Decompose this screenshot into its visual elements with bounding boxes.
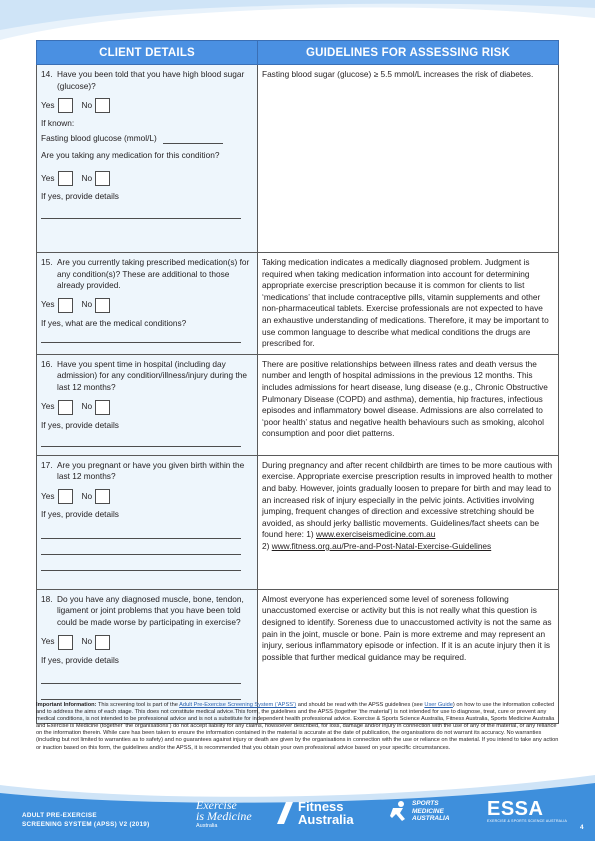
question-row-14: [37, 65, 559, 253]
page-number: 4: [580, 824, 584, 831]
details-line[interactable]: [41, 683, 241, 684]
yes-label: Yes: [41, 299, 55, 310]
yes-label: Yes: [41, 636, 55, 647]
link-prefix: 2): [262, 540, 270, 551]
details-line[interactable]: [41, 554, 241, 555]
yes-no-group: [41, 170, 252, 187]
fasting-glucose-label: Fasting blood glucose (mmol/L): [41, 132, 157, 143]
details-line[interactable]: [41, 342, 241, 343]
question-number: 17.: [41, 459, 53, 470]
no-label: No: [81, 401, 93, 412]
fitness-australia-logo: Fitness Australia: [276, 800, 354, 826]
yes-checkbox[interactable]: [58, 98, 73, 113]
yes-checkbox[interactable]: [58, 635, 73, 650]
yes-no-group: [41, 97, 252, 114]
yes-no-group: [41, 297, 252, 314]
exerciseismedicine-link[interactable]: www.exerciseismedicine.com.au: [315, 529, 436, 540]
yes-checkbox[interactable]: [58, 171, 73, 186]
info-text-2: and should be read with the APSS guidelines (see: [297, 702, 423, 708]
apss-link[interactable]: Adult Pre-Exercise Screening System (‘APSS’): [179, 702, 297, 708]
yes-checkbox[interactable]: [58, 298, 73, 313]
sports-medicine-australia-logo: SPORTS MEDICINE AUSTRALIA: [390, 800, 450, 823]
yes-no-group: [41, 488, 252, 505]
guideline-cell-14: [258, 65, 559, 253]
details-label: If yes, what are the medical conditions?: [41, 317, 187, 328]
sma-runner-icon: [390, 800, 408, 822]
user-guide-link[interactable]: User Guide: [424, 702, 453, 708]
no-checkbox[interactable]: [95, 635, 110, 650]
guideline-text: During pregnancy and after recent childbirth are times to be more cautious with exercise. Appropriate exercise prescription results in improved health to mother and baby. However, joints gradually loosen to prepare for birth and may lead to an increased risk of injury especially in the pelvic joints. Activities involving jumping, frequent changes of direction and excessive stretching should be avoided, as should jerky ballistic movements. Guidelines/fact sheets can be found here: 1): [262, 459, 553, 540]
no-label: No: [81, 299, 93, 310]
yes-checkbox[interactable]: [58, 400, 73, 415]
question-text: Are you currently taking prescribed medication(s) for any condition(s)? These are additional to those already provided.: [57, 257, 250, 291]
yes-label: Yes: [41, 99, 55, 110]
question-text: Have you spent time in hospital (including day admission) for any condition/illness/injury during the last 12 months?: [57, 358, 248, 392]
yes-label: Yes: [41, 172, 55, 183]
important-information: [36, 702, 560, 752]
client-cell-15: [37, 253, 258, 355]
client-cell-17: [37, 455, 258, 589]
details-label: If yes, provide details: [41, 419, 119, 430]
question-text: Are you pregnant or have you given birth within the last 12 months?: [57, 459, 245, 482]
guideline-text: There are positive relationships between illness rates and death versus the number and length of hospital admissions in the previous 12 months. This includes admissions for heart disease, lung disease (e.g., Chronic Obstructive Pulmonary Disease (COPD) and asthma), dementia, hip fractures, infectious episodes and inflammatory bowel disease. Admissions are also correlated to ‘poor health’ status and negative health behaviours such as smoking, alcohol consumption and poor diet patterns.: [262, 358, 548, 439]
fitness-australia-mark-icon: [276, 801, 294, 825]
guideline-text: Almost everyone has experienced some level of soreness following unaccustomed exercise or activity but this is not really what this question is designed to identify. Soreness due to unaccustomed activity is not the same as pain in the joint, muscle or bone. Pain is more extreme and may represent an injury, serious inflammatory episode or infection. If it is an acute injury then it is possible that further medical guidance may be required.: [262, 593, 552, 662]
footer: [0, 775, 595, 841]
no-label: No: [81, 636, 93, 647]
medication-question: Are you taking any medication for this condition?: [41, 150, 220, 161]
details-line[interactable]: [41, 538, 241, 539]
yes-checkbox[interactable]: [58, 489, 73, 504]
screening-table: [36, 40, 559, 724]
fasting-glucose-field[interactable]: [163, 136, 223, 144]
question-number: 15.: [41, 257, 53, 267]
no-label: No: [81, 172, 93, 183]
question-text: Do you have any diagnosed muscle, bone, tendon, ligament or joint problems that you have been told could be made worse by participating in exercise?: [57, 593, 244, 627]
no-checkbox[interactable]: [95, 98, 110, 113]
info-text-1: This screening tool is part of the: [97, 702, 178, 708]
client-cell-14: [37, 65, 258, 253]
footer-title: ADULT PRE-EXERCISE SCREENING SYSTEM (APSS) V2 (2019): [22, 812, 150, 828]
yes-no-group: [41, 634, 252, 651]
no-label: No: [81, 99, 93, 110]
exercise-is-medicine-logo: Exercise is Medicine Australia: [196, 798, 252, 829]
question-text: Have you been told that you have high blood sugar (glucose)?: [57, 69, 245, 91]
info-label: Important Information:: [36, 702, 97, 708]
if-known-label: If known:: [41, 118, 75, 129]
details-line[interactable]: [41, 699, 241, 700]
question-row-17: [37, 455, 559, 589]
no-label: No: [81, 490, 93, 501]
details-line[interactable]: [41, 218, 241, 219]
client-cell-16: [37, 354, 258, 455]
details-label: If yes, provide details: [41, 190, 119, 201]
question-number: 14.: [41, 69, 53, 79]
guideline-text: Fasting blood sugar (glucose) ≥ 5.5 mmol/L increases the risk of diabetes.: [262, 69, 534, 79]
guideline-text: Taking medication indicates a medically diagnosed problem. Judgment is required when taking medication information into account for determining appropriate exercise prescription because it is common for clients to list ‘medications’ that include contraceptive pills, vitamin supplements and other non-pharmaceutical tablets. Exercise professionals are not expected to have an exhaustive understanding of medications. Therefore, it may be important to use common language to describe what medical conditions the drugs are prescribed for.: [262, 257, 549, 349]
details-label: If yes, provide details: [41, 508, 119, 519]
yes-label: Yes: [41, 401, 55, 412]
details-line[interactable]: [41, 446, 241, 447]
no-checkbox[interactable]: [95, 489, 110, 504]
details-line[interactable]: [41, 570, 241, 571]
guideline-cell-15: [258, 253, 559, 355]
info-text-3: ) on how to use the information collected and to address the aims of each stage. This does not constitute medical advice.This form, the guidelines and the APSS (together ‘the material’) is not intended for use to diagnose, treat, cure or prevent any medical conditions, is not intended to be professional advice and is not a substitute for independent health professional advice. Exercise & Sports Science Australia, Fitness Australia, Sports Medicine Australia and Exercise is Medicine (together ‘the organisations’) do not accept liability for any claims, howsoever described, for loss, damage and/or injury in connection with the use of any of the material, or any reliance on the information therein. While care has been taken to ensure the information contained in the material is accurate at the date of publication, the organisations do not warrant its accuracy. No warranties (including but not limited to warranties as to safety) and no guarantees against injury or death are given by the organisations in connection with the use or reliance on the material. If you intend to take any action or inaction based on this form, the guidelines and/or the APSS, it is recommended that you obtain your own professional advice based on your specific circumstances.: [36, 702, 559, 751]
essa-logo: ESSA EXERCISE & SPORTS SCIENCE AUSTRALIA: [487, 798, 568, 823]
question-number: 18.: [41, 593, 53, 604]
guideline-cell-16: [258, 354, 559, 455]
question-row-16: [37, 354, 559, 455]
question-number: 16.: [41, 358, 53, 369]
yes-label: Yes: [41, 490, 55, 501]
no-checkbox[interactable]: [95, 298, 110, 313]
client-details-header: CLIENT DETAILS: [37, 41, 258, 65]
guideline-cell-17: [258, 455, 559, 589]
question-row-15: [37, 253, 559, 355]
guidelines-header: GUIDELINES FOR ASSESSING RISK: [258, 41, 559, 65]
no-checkbox[interactable]: [95, 400, 110, 415]
details-label: If yes, provide details: [41, 654, 119, 665]
fitness-org-link[interactable]: www.fitness.org.au/Pre-and-Post-Natal-Exercise-Guidelines: [271, 540, 492, 551]
yes-no-group: [41, 399, 252, 416]
no-checkbox[interactable]: [95, 171, 110, 186]
